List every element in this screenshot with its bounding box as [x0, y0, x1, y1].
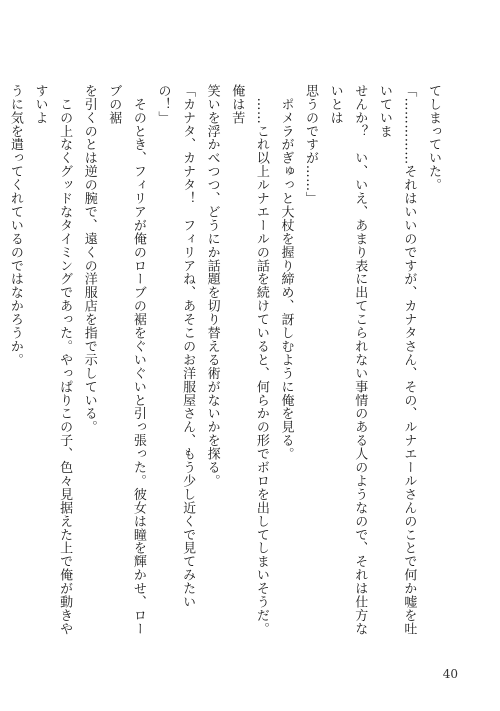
page-number: 40	[442, 667, 458, 681]
text-line: そのとき、フィリアが俺のローブの裾をぐいぐいと引っ張った。彼女は瞳を輝かせ、ローブの裾	[106, 84, 146, 636]
text-line: ポメラがぎゅっと大杖を握り締め、訝しむように俺を見る。	[278, 84, 294, 461]
text-line	[0, 84, 2, 636]
text-line: 「カナタ、カナタ！ フィリアね、あそこのお洋服屋さん、もう少し近くで見てみたいの！」	[155, 84, 196, 609]
text-line: せんか？ い、いえ、あまり表に出てこられない事情のある人のようなので、それは仕方ないとは	[327, 84, 368, 636]
text-line: 笑いを浮かべつつ、どうにか話題を切り替える術がないかを探る。	[204, 84, 220, 488]
text-line: を引くのとは逆の腕で、遠くの洋服店を指で示している。	[81, 84, 97, 434]
text-line: この上なくグッドなタイミングであった。やっぱりこの子、色々見据えた上で俺が動きやすいよ	[32, 84, 73, 636]
text-line: 「……………それはいいのですが、カナタさん、その、ルナエールさんのことで何か嘘を吐いていま	[376, 84, 417, 636]
text-line: てしまっていた。	[426, 84, 441, 192]
text-line: 思うのですが……」	[303, 84, 319, 206]
text-line: ……これ以上ルナエールの話を続けていると、何らかの形でボロを出してしまいそうだ。俺は苦	[229, 84, 269, 636]
text-line: うに気を遣ってくれているのではなかろうか。	[7, 84, 23, 367]
vertical-text-body	[0, 84, 445, 636]
